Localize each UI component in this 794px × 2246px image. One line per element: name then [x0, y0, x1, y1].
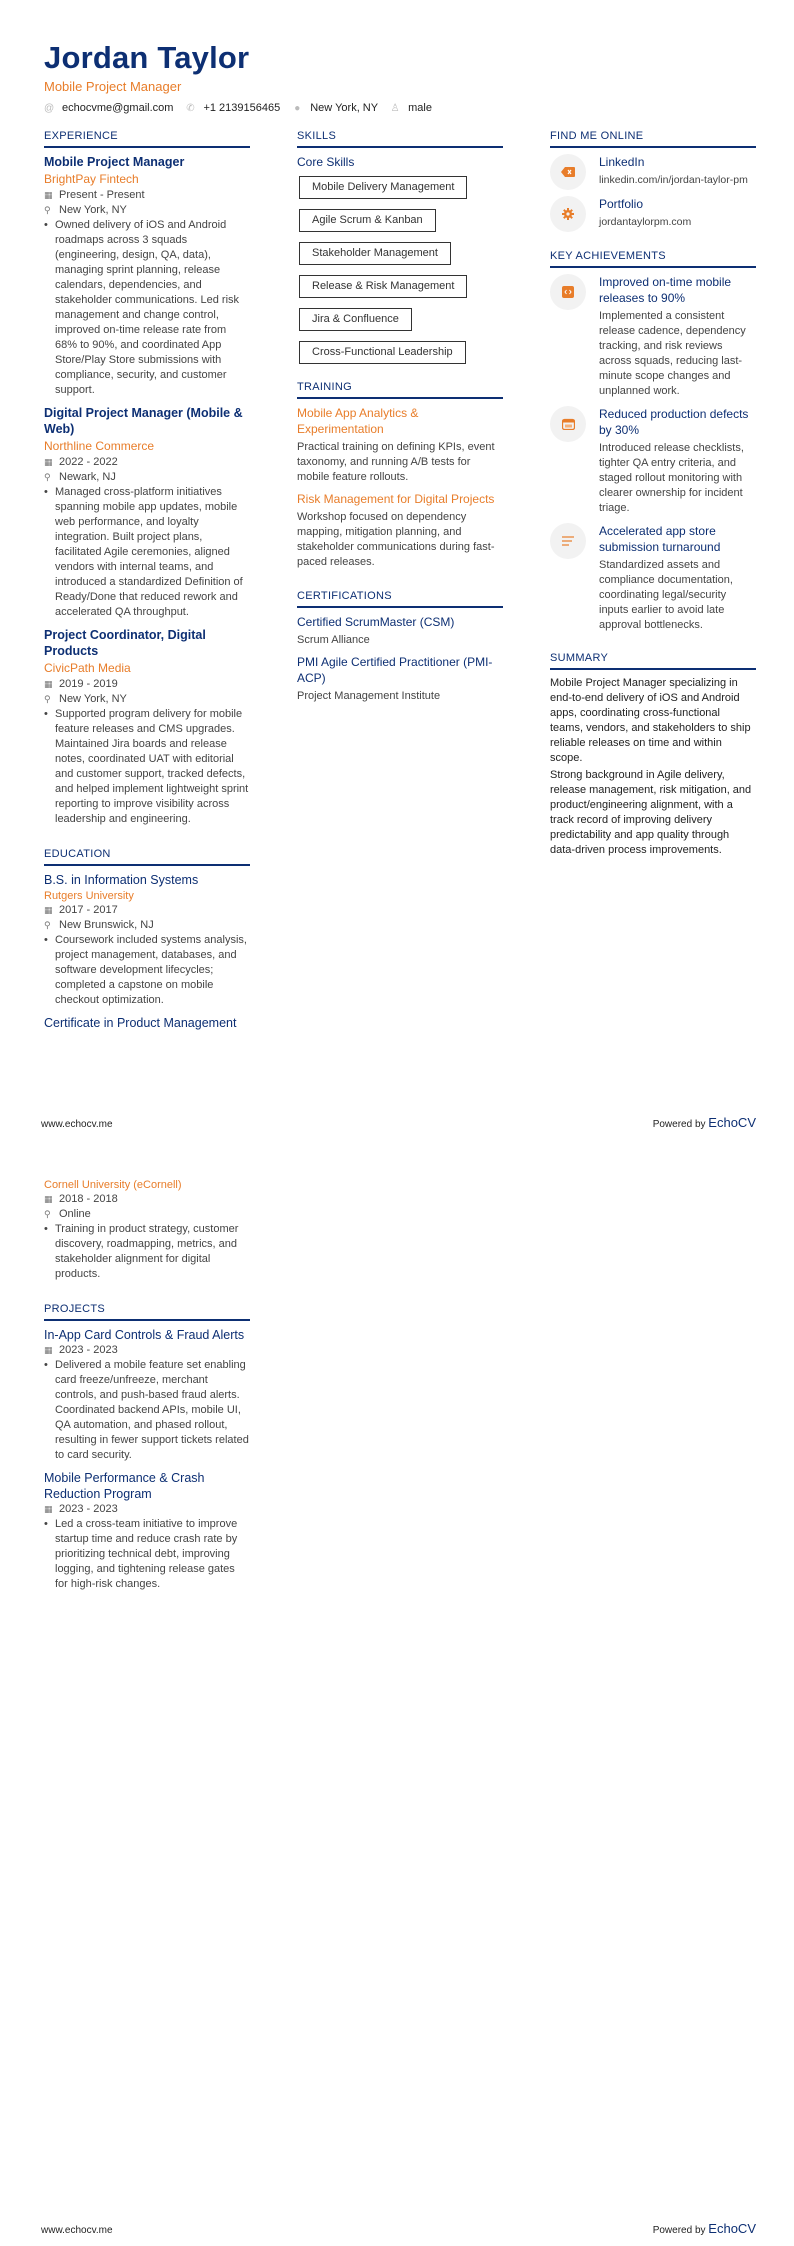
achievement-item [550, 523, 756, 633]
bullet-text: Managed cross-platform initiatives spanning mobile app updates, mobile web performance, and loyalty integration. Built project plans, facilitated Agile ceremonies, aligned vendors with internal teams, and introduced a standardized Definition of Ready/Done that reduced rework and accelerated QA throughput. [55, 486, 243, 618]
achievement-item [550, 406, 756, 516]
skill-chip: Cross-Functional Leadership [299, 341, 466, 364]
certifications-heading: CERTIFICATIONS [297, 590, 503, 608]
bullet-text: Coursework included systems analysis, project management, databases, and software development lifecycles; completed a capstone on mobile checkout optimization. [55, 934, 247, 1006]
calendar-icon: ▦ [44, 190, 53, 200]
skill-chip: Stakeholder Management [299, 242, 451, 265]
lines-icon [550, 523, 586, 559]
job-dates [44, 677, 250, 692]
training-desc: Practical training on defining KPIs, event taxonomy, and running A/B tests for mobile feature rollouts. [297, 441, 495, 483]
calendar-icon: ▦ [44, 1345, 53, 1355]
bullet-text: Supported program delivery for mobile feature releases and CMS upgrades. Maintained Jira boards and release notes, coordinated UAT with editorial and customer support, tracked defects, and helped implement lightweight sprint reporting to improve visibility across leadership and engineering. [55, 708, 249, 825]
map-pin-icon: ⚲ [44, 472, 51, 482]
dates-text: 2023 - 2023 [59, 1344, 118, 1356]
calendar-icon: ▦ [44, 679, 53, 689]
project-item [44, 1327, 250, 1463]
gear-icon [550, 196, 586, 232]
dates-text: 2018 - 2018 [59, 1193, 118, 1205]
at-icon: @ [44, 102, 55, 114]
bullet-dot: • [44, 1518, 48, 1530]
contact-row [44, 102, 444, 114]
edu-location [44, 918, 250, 933]
achievement-item [550, 274, 756, 399]
education-heading: EDUCATION [44, 848, 250, 866]
link-label: LinkedIn [599, 155, 645, 169]
map-pin-icon: ⚲ [44, 694, 51, 704]
achievements-heading: KEY ACHIEVEMENTS [550, 250, 756, 268]
bullet-text: Delivered a mobile feature set enabling card freeze/unfreeze, merchant controls, and push-based fraud alerts. Coordinated backend APIs, mobile UI, QA automation, and phased rollout, resulting in fewer support tickets related to card security. [55, 1359, 249, 1461]
bullet-dot: • [44, 708, 48, 720]
project-bullet [44, 1517, 250, 1592]
online-link-linkedin[interactable] [550, 154, 756, 190]
bullet-dot: • [44, 1223, 48, 1235]
code-icon [550, 274, 586, 310]
brand-name: EchoCV [708, 1115, 756, 1130]
resume-header [44, 40, 444, 114]
achievement-title: Improved on-time mobile releases to 90% [599, 275, 732, 305]
map-pin-icon: ● [294, 102, 301, 114]
contact-phone[interactable] [185, 102, 280, 114]
experience-item [44, 627, 250, 827]
training-title: Risk Management for Digital Projects [297, 492, 495, 506]
phone-icon: ✆ [186, 102, 195, 114]
project-dates [44, 1502, 250, 1517]
dates-text: Present - Present [59, 189, 145, 201]
project-name: In-App Card Controls & Fraud Alerts [44, 1328, 245, 1342]
candidate-name: Jordan Taylor [44, 40, 250, 75]
location-text: Online [59, 1208, 91, 1220]
experience-item [44, 405, 250, 620]
footer-site-link[interactable]: www.echocv.me [41, 1119, 113, 1130]
phone-text: +1 2139156465 [203, 102, 281, 114]
edu-location [44, 1207, 250, 1222]
online-link-portfolio[interactable] [550, 196, 756, 232]
dates-text: 2017 - 2017 [59, 904, 118, 916]
calendar-icon [550, 406, 586, 442]
job-bullet [44, 485, 250, 620]
summary-paragraph: Mobile Project Manager specializing in end-to-end delivery of iOS and Android apps, coordinating cross-functional teams, vendors, and stakeholders to ship reliable releases on time and within scope. [550, 677, 751, 764]
map-pin-icon: ⚲ [44, 920, 51, 930]
bullet-dot: • [44, 934, 48, 946]
left-column-continued [44, 1177, 250, 1599]
school-name: Rutgers University [44, 890, 134, 902]
resume-page-2 [0, 1123, 794, 2246]
calendar-icon: ▦ [44, 905, 53, 915]
bullet-dot: • [44, 486, 48, 498]
cert-title: PMI Agile Certified Practitioner (PMI-ACP) [297, 655, 493, 685]
project-item [44, 1470, 250, 1592]
job-location [44, 470, 250, 485]
job-title: Mobile Project Manager [44, 155, 185, 169]
job-location [44, 203, 250, 218]
link-url[interactable]: jordantaylorpm.com [599, 216, 692, 228]
dates-text: 2022 - 2022 [59, 456, 118, 468]
education-item-continued [44, 1178, 250, 1282]
online-heading: FIND ME ONLINE [550, 130, 756, 148]
skill-chip: Agile Scrum & Kanban [299, 209, 436, 232]
linkedin-icon [550, 154, 586, 190]
job-location [44, 692, 250, 707]
cert-issuer: Scrum Alliance [297, 634, 370, 646]
degree-title: B.S. in Information Systems [44, 873, 199, 887]
location-text: Newark, NJ [59, 471, 116, 483]
skill-chips [297, 173, 503, 371]
job-title: Digital Project Manager (Mobile & Web) [44, 406, 243, 436]
calendar-icon: ▦ [44, 457, 53, 467]
link-url[interactable]: linkedin.com/in/jordan-taylor-pm [599, 174, 748, 186]
job-dates [44, 188, 250, 203]
calendar-icon: ▦ [44, 1194, 53, 1204]
company-name: CivicPath Media [44, 661, 131, 675]
skills-heading: SKILLS [297, 130, 503, 148]
location-text: New York, NY [310, 102, 379, 114]
edu-dates [44, 903, 250, 918]
person-icon: ♙ [390, 102, 400, 114]
edu-bullet [44, 1222, 250, 1282]
middle-column [297, 130, 503, 710]
project-dates [44, 1343, 250, 1358]
bullet-dot: • [44, 1359, 48, 1371]
location-text: New York, NY [59, 204, 127, 216]
company-name: Northline Commerce [44, 439, 155, 453]
project-name: Mobile Performance & Crash Reduction Program [44, 1471, 205, 1501]
training-heading: TRAINING [297, 381, 503, 399]
achievement-desc: Introduced release checklists, tighter QA entry criteria, and staged rollout monitoring with clearer ownership for incident triage. [599, 442, 744, 514]
location-text: New York, NY [59, 693, 127, 705]
experience-item [44, 154, 250, 398]
contact-email[interactable] [44, 102, 173, 114]
location-text: New Brunswick, NJ [59, 919, 154, 931]
edu-bullet [44, 933, 250, 1008]
job-dates [44, 455, 250, 470]
cert-issuer: Project Management Institute [297, 690, 441, 702]
projects-heading: PROJECTS [44, 1303, 250, 1321]
achievement-title: Reduced production defects by 30% [599, 407, 749, 437]
map-pin-icon: ⚲ [44, 1209, 51, 1219]
powered-by-text: Powered by [652, 2225, 706, 2236]
job-bullet [44, 218, 250, 398]
powered-by-text: Powered by [652, 1119, 706, 1130]
footer-powered [653, 2221, 756, 2236]
skill-chip: Jira & Confluence [299, 308, 412, 331]
education-item [44, 872, 250, 1008]
bullet-text: Led a cross-team initiative to improve startup time and reduce crash rate by prioritizing technical debt, improving logging, and tightening release gates for high-risk changes. [55, 1518, 238, 1590]
candidate-role: Mobile Project Manager [44, 79, 182, 94]
contact-gender [390, 102, 432, 114]
job-title: Project Coordinator, Digital Products [44, 628, 206, 658]
project-bullet [44, 1358, 250, 1463]
dates-text: 2023 - 2023 [59, 1503, 118, 1515]
summary-paragraph: Strong background in Agile delivery, release management, risk mitigation, and product/engineering alignment, with a track record of improving delivery predictability and app quality through data-driven process improvements. [550, 769, 752, 856]
training-title: Mobile App Analytics & Experimentation [297, 406, 419, 436]
achievement-desc: Implemented a consistent release cadence, dependency tracking, and risk reviews across squads, reducing last-minute scope changes and unplanned work. [599, 310, 746, 397]
left-column [44, 130, 250, 1031]
experience-heading: EXPERIENCE [44, 130, 250, 148]
dates-text: 2019 - 2019 [59, 678, 118, 690]
map-pin-icon: ⚲ [44, 205, 51, 215]
skill-category: Core Skills [297, 155, 355, 169]
bullet-text: Training in product strategy, customer discovery, roadmapping, metrics, and stakeholder alignment for digital products. [55, 1223, 239, 1280]
degree-title: Certificate in Product Management [44, 1016, 237, 1030]
calendar-icon: ▦ [44, 1504, 53, 1514]
cert-title: Certified ScrumMaster (CSM) [297, 615, 455, 629]
job-bullet [44, 707, 250, 827]
email-text: echocvme@gmail.com [62, 102, 174, 114]
page-footer [41, 2221, 756, 2236]
link-label: Portfolio [599, 197, 644, 211]
bullet-dot: • [44, 219, 48, 231]
summary-body [550, 676, 756, 858]
right-column [550, 130, 756, 860]
achievement-title: Accelerated app store submission turnaround [599, 524, 721, 554]
training-desc: Workshop focused on dependency mapping, mitigation planning, and stakeholder communications during fast-paced releases. [297, 511, 495, 568]
contact-location [292, 102, 378, 114]
gender-text: male [408, 102, 432, 114]
footer-site-link[interactable]: www.echocv.me [41, 2225, 113, 2236]
brand-name: EchoCV [708, 2221, 756, 2236]
bullet-text: Owned delivery of iOS and Android roadmaps across 3 squads (engineering, design, QA, data), managing sprint planning, release calendars, dependencies, and stakeholder communications. Led risk management and change control, improved on-time release rate from 68% to 90%, and coordinated App Store/Play Store submissions with compliance, security, and customer support. [55, 219, 240, 396]
edu-dates [44, 1192, 250, 1207]
skill-chip: Release & Risk Management [299, 275, 467, 298]
achievement-desc: Standardized assets and compliance documentation, coordinating legal/security inputs earlier to avoid late approval bottlenecks. [599, 559, 733, 631]
company-name: BrightPay Fintech [44, 172, 139, 186]
skill-chip: Mobile Delivery Management [299, 176, 467, 199]
summary-heading: SUMMARY [550, 652, 756, 670]
school-name: Cornell University (eCornell) [44, 1179, 182, 1191]
